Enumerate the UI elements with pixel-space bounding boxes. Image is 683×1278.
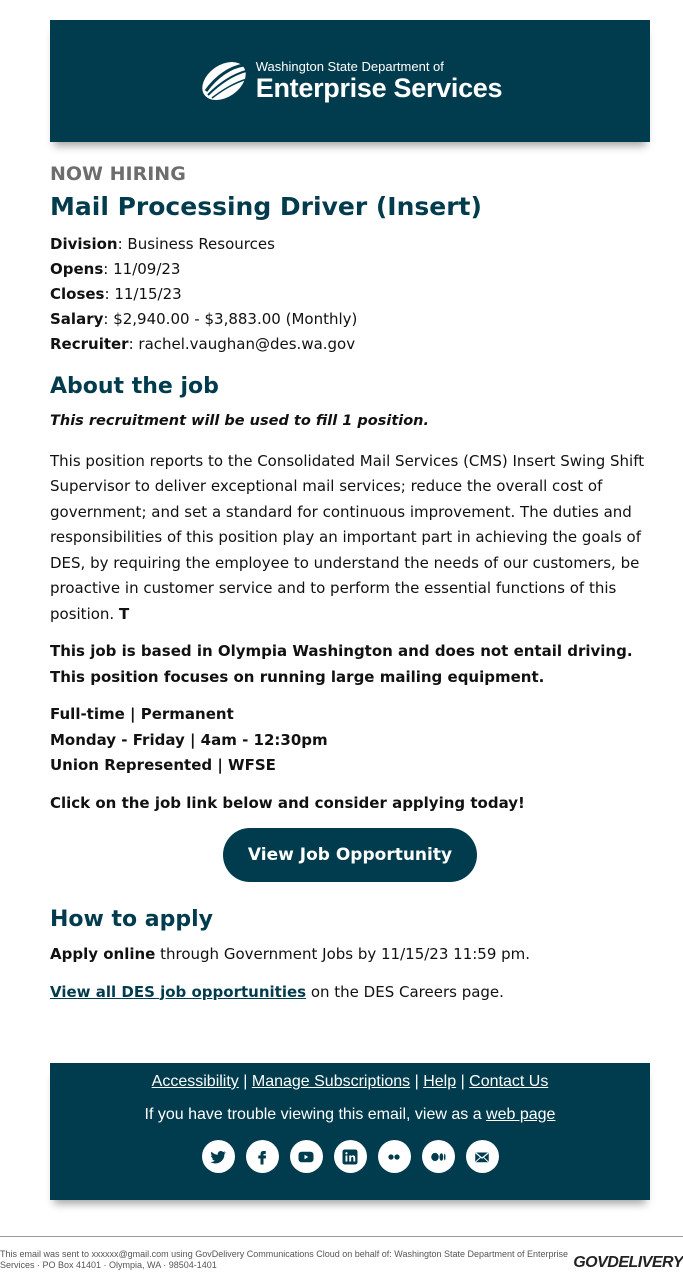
separator: |	[410, 1073, 424, 1090]
manage-subscriptions-link[interactable]: Manage Subscriptions	[251, 1073, 411, 1090]
web-view-note	[50, 1105, 650, 1125]
detail-salary	[50, 307, 650, 332]
detail-label: Closes	[50, 285, 105, 303]
accessibility-link[interactable]: Accessibility	[151, 1073, 239, 1090]
des-logo[interactable]	[198, 57, 502, 105]
help-link[interactable]: Help	[423, 1073, 457, 1090]
govdelivery-logo[interactable]: GOVDELIVERY	[573, 1254, 683, 1271]
schedule-line: Union Represented | WFSE	[50, 756, 276, 774]
description-text: This position reports to the Consolidated Mail Services (CMS) Insert Swing Shift Supervisor to deliver exceptional mail services; reduce the overall cost of government; and set a standard for continuous improvement. The duties and responsibilities of this position play an important part in achieving the goals of DES, by requiring the employee to understand the needs of our customers, be proactive in customer service and to perform the essential functions of this position.	[50, 451, 645, 623]
apply-instructions	[50, 942, 650, 968]
job-title: Mail Processing Driver (Insert)	[50, 192, 482, 221]
positions-note: This recruitment will be used to fill 1 position.	[50, 413, 430, 429]
detail-label: Division	[50, 235, 118, 253]
apply-online-label: Apply online	[50, 945, 156, 963]
footer	[50, 1063, 650, 1200]
contact-us-link[interactable]: Contact Us	[469, 1073, 549, 1090]
detail-value: : $2,940.00 - $3,883.00 (Monthly)	[103, 310, 358, 328]
detail-value: : 11/15/23	[104, 285, 182, 303]
detail-value: : rachel.vaughan@des.wa.gov	[128, 335, 356, 353]
bottom-divider	[0, 1236, 683, 1237]
cta-text: Click on the job link below and consider applying today!	[50, 793, 525, 812]
detail-opens	[50, 257, 650, 282]
separator: |	[238, 1073, 252, 1090]
detail-division	[50, 232, 650, 257]
detail-value: : 11/09/23	[103, 260, 181, 278]
description-tail: T	[118, 604, 130, 623]
cta-wrapper	[50, 828, 650, 882]
about-heading: About the job	[50, 374, 219, 399]
view-job-opportunity-button[interactable]: View Job Opportunity	[223, 828, 477, 882]
detail-closes	[50, 282, 650, 307]
footer-links	[50, 1063, 650, 1092]
detail-recruiter	[50, 332, 650, 357]
medium-icon[interactable]	[422, 1140, 455, 1173]
web-page-link[interactable]: web page	[486, 1106, 556, 1123]
all-jobs-link[interactable]: View all DES job opportunities	[50, 982, 307, 1001]
detail-value: : Business Resources	[117, 235, 275, 253]
detail-label: Opens	[50, 260, 104, 278]
logo-subtitle: Washington State Department of	[255, 59, 444, 74]
twitter-icon[interactable]	[202, 1140, 235, 1173]
apply-details: through Government Jobs by 11/15/23 11:59 pm.	[155, 945, 531, 963]
separator: |	[456, 1073, 470, 1090]
facebook-icon[interactable]	[246, 1140, 279, 1173]
now-hiring-label: NOW HIRING	[50, 163, 186, 185]
schedule-block	[50, 702, 650, 779]
schedule-line: Full-time | Permanent	[50, 705, 234, 723]
job-details	[50, 232, 650, 357]
detail-label: Salary	[50, 310, 104, 328]
careers-line	[50, 980, 650, 1006]
linkedin-icon[interactable]	[334, 1140, 367, 1173]
sender-fineprint: This email was sent to xxxxxx@gmail.com using GovDelivery Communications Cloud on behalf of: Washington State Department of Enterprise Services · PO Box 41401 · Olympia, WA · 98504-1401	[0, 1249, 569, 1270]
social-links	[50, 1140, 650, 1173]
how-to-apply-heading: How to apply	[50, 907, 214, 932]
header-banner	[50, 20, 650, 142]
web-view-text: If you have trouble viewing this email, view as a	[144, 1106, 487, 1123]
location-note: This job is based in Olympia Washington and does not entail driving. This position focuses on running large mailing equipment.	[50, 642, 633, 686]
logo-title: Enterprise Services	[255, 73, 503, 103]
youtube-icon[interactable]	[290, 1140, 323, 1173]
email-icon[interactable]	[466, 1140, 499, 1173]
email-body	[50, 142, 650, 1005]
schedule-line: Monday - Friday | 4am - 12:30pm	[50, 730, 328, 749]
detail-label: Recruiter	[50, 335, 129, 353]
careers-text: on the DES Careers page.	[306, 982, 504, 1001]
flickr-icon[interactable]	[378, 1140, 411, 1173]
job-description	[50, 449, 650, 628]
des-swoosh-icon	[198, 57, 250, 105]
email-container	[50, 20, 650, 1017]
